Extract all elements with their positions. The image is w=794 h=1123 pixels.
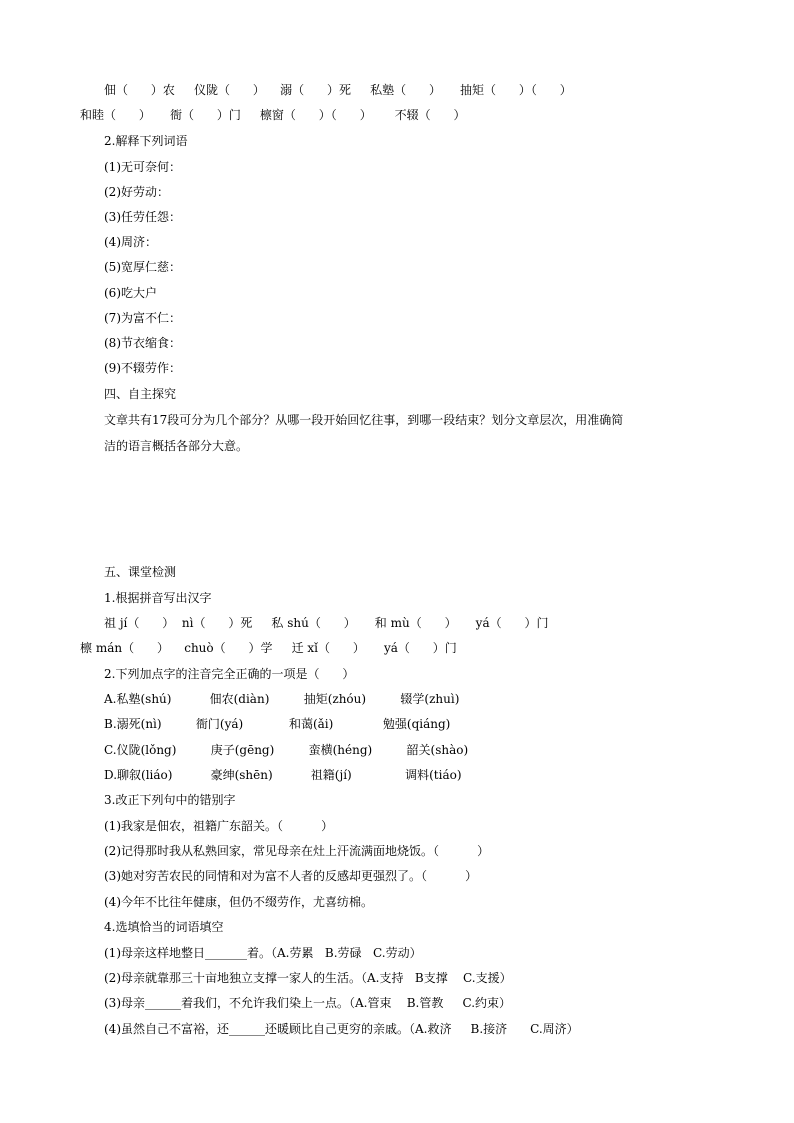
text-line: 四、自主探究 bbox=[104, 387, 177, 401]
text-line: 3.改正下列句中的错别字 bbox=[104, 793, 236, 807]
text-line: (6)吃大户 bbox=[104, 286, 157, 300]
text-line: (5)宽厚仁慈： bbox=[104, 260, 181, 274]
text-line: 2.下列加点字的注音完全正确的一项是（ ） bbox=[104, 667, 355, 681]
text-line: 1.根据拼音写出汉字 bbox=[104, 591, 212, 605]
text-line: C.仪陇(lǒng) 庚子(gēng) 蛮横(héng) 韶关(shào) bbox=[104, 743, 469, 757]
text-line: 洁的语言概括各部分大意。 bbox=[104, 439, 249, 453]
text-line: (7)为富不仁： bbox=[104, 311, 181, 325]
text-line: (4)周济： bbox=[104, 235, 157, 249]
text-line: D.聊叙(liáo) 豪绅(shēn) 祖籍(jí) 调料(tiáo) bbox=[104, 768, 462, 782]
text-line: (9)不辍劳作： bbox=[104, 361, 181, 375]
text-line: (3)她对穷苦农民的同情和对为富不人者的反感却更强烈了。（ ） bbox=[104, 869, 478, 883]
text-line: (2)母亲就靠那三十亩地独立支撑一家人的生活。（A.支持 B支撑 C.支援） bbox=[104, 971, 512, 985]
text-line: 檩 mán（ ） chuò（ ）学 迁 xǐ（ ） yá（ ）门 bbox=[80, 641, 457, 655]
text-line: (8)节衣缩食： bbox=[104, 336, 181, 350]
text-line: 佃（ ）农 仪陇（ ） 溺（ ）死 私塾（ ） 抽矩（ ）（ ） bbox=[104, 83, 572, 97]
text-line: 2.解释下列词语 bbox=[104, 134, 188, 148]
text-line: (4)虽然自己不富裕，还______还暖顾比自己更穷的亲戚。（A.救济 B.接济 C.周济） bbox=[104, 1022, 579, 1036]
text-line: (3)母亲______着我们，不允许我们染上一点。（A.管束 B.管教 C.约束） bbox=[104, 996, 512, 1010]
text-line: A.私塾(shú) 佃农(diàn) 抽矩(zhóu) 辍学(zhuì) bbox=[104, 692, 460, 706]
text-line: (2)好劳动： bbox=[104, 185, 169, 199]
text-line: (2)记得那时我从私熟回家，常见母亲在灶上汗流满面地烧饭。（ ） bbox=[104, 844, 490, 858]
text-line: (1)母亲这样地整日_______着。（A.劳累 B.劳碌 C.劳动） bbox=[104, 946, 422, 960]
text-line: (4)今年不比往年健康，但仍不缀劳作，尤喜纺棉。 bbox=[104, 895, 373, 909]
text-line: (1)我家是佃农，祖籍广东韶关。（ ） bbox=[104, 819, 334, 833]
text-line: 五、课堂检测 bbox=[104, 565, 177, 579]
text-line: (1)无可奈何： bbox=[104, 160, 181, 174]
text-line: 文章共有17段可分为几个部分？从哪一段开始回忆往事，到哪一段结束？划分文章层次，用准确简 bbox=[104, 413, 624, 427]
text-line: 和睦（ ） 衙（ ）门 檩窗（ ）（ ） 不辍（ ） bbox=[80, 108, 466, 122]
text-line: B.溺死(nì) 衙门(yá) 和蔼(ǎi) 勉强(qiáng) bbox=[104, 717, 451, 731]
text-line: 祖 jí（ ） nì（ ）死 私 shú（ ） 和 mù（ ） yá（ ）门 bbox=[104, 616, 549, 630]
text-line: 4.选填恰当的词语填空 bbox=[104, 920, 224, 934]
text-line: (3)任劳任怨： bbox=[104, 210, 181, 224]
